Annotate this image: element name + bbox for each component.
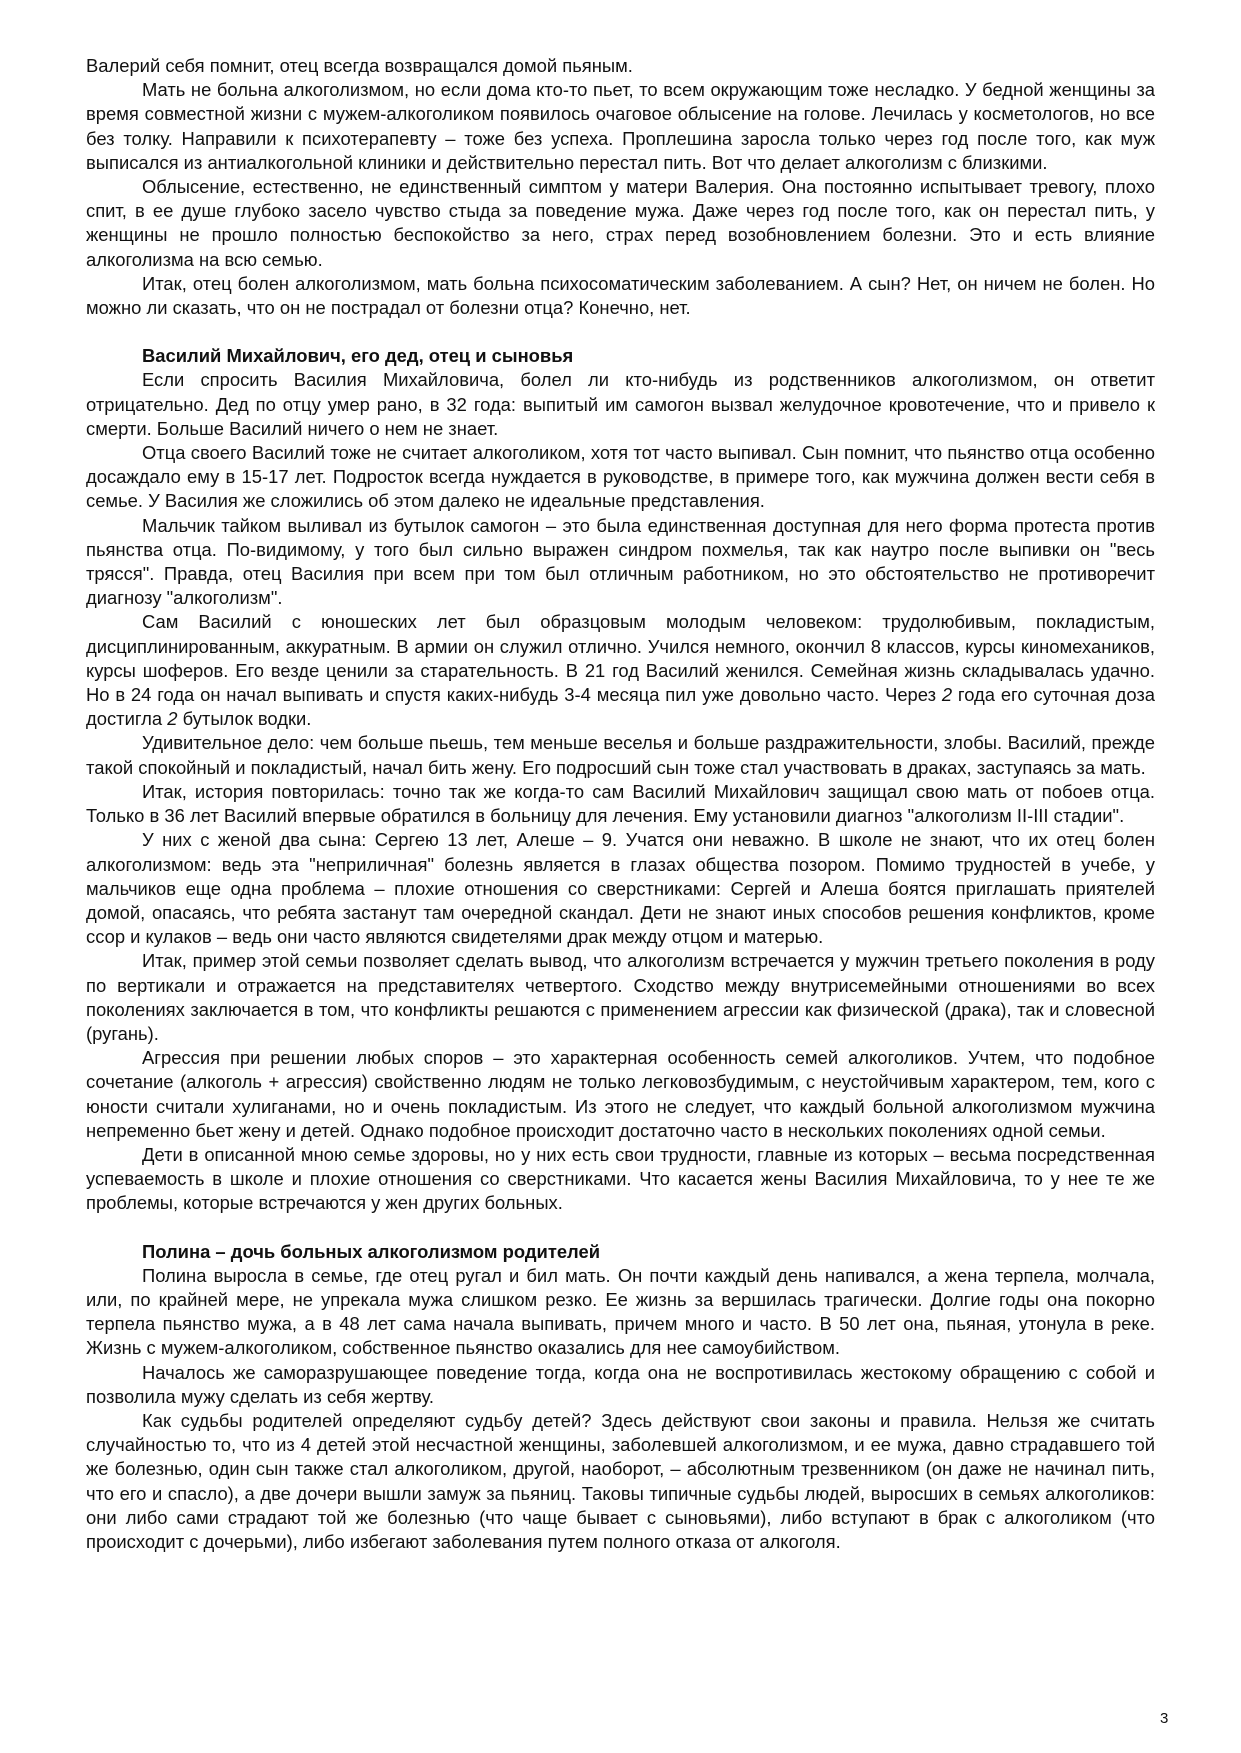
paragraph: Полина выросла в семье, где отец ругал и бил мать. Он почти каждый день напивался, а жена терпела, молчала, или, по крайней мере, не упрекала мужа слишком резко. Ее жизнь за вершилась трагически. Долгие годы она покорно терпела пьянство мужа, а в 48 лет сама начала выпивать, причем много и часто. В 50 лет она, пьяная, утонула в реке. Жизнь с мужем-алкоголиком, собственное пьянство оказались для нее самоубийством.: [86, 1264, 1155, 1359]
document-page: [86, 54, 1155, 1554]
section-heading: Полина – дочь больных алкоголизмом родителей: [142, 1240, 601, 1262]
paragraph: Началось же саморазрушающее поведение тогда, когда она не воспротивилась жестокому обращению с собой и позволила мужу сделать из себя жертву.: [86, 1361, 1155, 1407]
page-number: 3: [1160, 1710, 1169, 1727]
paragraph: Валерий себя помнит, отец всегда возвращался домой пьяным.: [86, 55, 633, 76]
paragraph: [86, 610, 1155, 731]
paragraph: Как судьбы родителей определяют судьбу детей? Здесь действуют свои законы и правила. Нельзя же считать случайностью то, что из 4 детей этой несчастной женщины, заболевшей алкоголизмом, и ее мужа, давно страдавшего той же болезнью, один сын также стал алкоголиком, другой, наоборот, – абсолютным трезвенником (он даже не начинал пить, что его и спасло), а две дочери вышли замуж за пьяниц. Таковы типичные судьбы людей, выросших в семьях алкоголиков: они либо сами страдают той же болезнью (что чаще бывает с сыновьями), либо вступают в брак с алкоголиком (что происходит с дочерьми), либо избегают заболевания путем полного отказа от алкоголя.: [86, 1409, 1155, 1552]
paragraph: Дети в описанной мною семье здоровы, но у них есть свои трудности, главные из которых – весьма посредственная успеваемость в школе и плохие отношения со сверстниками. Что касается жены Василия Михайловича, то у нее те же проблемы, которые встречаются у жен других больных.: [86, 1143, 1155, 1214]
section-spacer: [86, 1216, 1155, 1240]
paragraph: Отца своего Василий тоже не считает алкоголиком, хотя тот часто выпивал. Сын помнит, что пьянство отца особенно досаждало ему в 15-17 лет. Подросток всегда нуждается в руководстве, в примере того, как мужчина должен вести себя в семье. У Василия же сложились об этом далеко не идеальные представления.: [86, 442, 1155, 512]
paragraph: Агрессия при решении любых споров – это характерная особенность семей алкоголиков. Учтем, что подобное сочетание (алкоголь + агрессия) свойственно людям не только легковозбудимым, с неустойчивым характером, тем, кого с юности считали хулиганами, но и очень покладистым. Из этого не следует, что каждый больной алкоголизмом мужчина непременно бьет жену и детей. Однако подобное происходит достаточно часто в нескольких поколениях одной семьи.: [86, 1047, 1155, 1141]
italic-number: 2: [167, 708, 178, 730]
italic-number: 2: [941, 684, 953, 706]
text-run: Сам Василий с юношеских лет был образцовым молодым человеком: трудолюбивым, покладистым, дисциплинированным, аккуратным. В армии он служил отлично. Учился немного, окончил 8 классов, курсы киномехаников, курсы шоферов. Его везде ценили за старательность. В 21 год Василий женился. Семейная жизнь складывалась удачно. Но в 24 года он начал выпивать и спустя каких-нибудь 3-4 месяца пил уже довольно часто. Через: [86, 611, 1155, 706]
paragraph: У них с женой два сына: Сергею 13 лет, Алеше – 9. Учатся они неважно. В школе не знают, что их отец болен алкоголизмом: ведь эта "неприличная" болезнь является в глазах общества позором. Помимо трудностей в учебе, у мальчиков еще одна проблема – плохие отношения со сверстниками: Сергей и Алеша боятся приглашать приятелей домой, опасаясь, что ребята застанут там очередной скандал. Дети не знают иных способов решения конфликтов, кроме ссор и кулаков – ведь они часто являются свидетелями драк между отцом и матерью.: [86, 829, 1155, 948]
paragraph: Мальчик тайком выливал из бутылок самогон – это была единственная доступная для него форма протеста против пьянства отца. По-видимому, у того был сильно выражен синдром похмелья, так как наутро после выпивки он "весь трясся". Правда, отец Василия при всем при том был отличным работником, но это обстоятельство не противоречит диагнозу "алкоголизм".: [86, 514, 1155, 609]
paragraph: Итак, отец болен алкоголизмом, мать больна психосоматическим заболеванием. А сын? Нет, он ничем не болен. Но можно ли сказать, что он не пострадал от болезни отца? Конечно, нет.: [86, 272, 1155, 319]
paragraph: Итак, история повторилась: точно так же когда-то сам Василий Михайлович защищал свою мать от побоев отца. Только в 36 лет Василий впервые обратился в больницу для лечения. Ему установили диагноз "алкоголизм II-III стадии".: [86, 780, 1155, 827]
paragraph: Облысение, естественно, не единственный симптом у матери Валерия. Она постоянно испытывает тревогу, плохо спит, в ее душе глубоко засело чувство стыда за поведение мужа. Даже через год после того, как он перестал пить, у женщины не прошло полностью беспокойство за него, страх перед возобновлением болезни. Это и есть влияние алкоголизма на всю семью.: [86, 176, 1155, 270]
section-heading: Василий Михайлович, его дед, отец и сыновья: [142, 345, 574, 367]
text-run: года его суточная доза достигла: [86, 684, 1155, 730]
paragraph: Мать не больна алкоголизмом, но если дома кто-то пьет, то всем окружающим тоже несладко. У бедной женщины за время совместной жизни с мужем-алкоголиком появилось очаговое облысение на голове. Лечилась у косметологов, но все без толку. Направили к психотерапевту – тоже без успеха. Проплешина заросла только через год после того, как муж выписался из антиалкогольной клиники и действительно перестал пить. Вот что делает алкоголизм с близкими.: [86, 79, 1155, 173]
text-run: бутылок водки.: [177, 708, 312, 730]
paragraph: Итак, пример этой семьи позволяет сделать вывод, что алкоголизм встречается у мужчин третьего поколения в роду по вертикали и отражается на представителях четвертого. Сходство между внутрисемейными отношениями во всех поколениях заключается в том, что конфликты решаются с применением агрессии как физической (драка), так и словесной (ругань).: [86, 950, 1155, 1044]
section-spacer: [86, 320, 1155, 344]
paragraph: Если спросить Василия Михайловича, болел ли кто-нибудь из родственников алкоголизмом, он ответит отрицательно. Дед по отцу умер рано, в 32 года: выпитый им самогон вызвал желудочное кровотечение, что и привело к смерти. Больше Василий ничего о нем не знает.: [86, 369, 1155, 439]
paragraph: Удивительное дело: чем больше пьешь, тем меньше веселья и больше раздражительности, злобы. Василий, прежде такой спокойный и покладистый, начал бить жену. Его подросший сын тоже стал участвовать в драках, заступаясь за мать.: [86, 732, 1155, 778]
